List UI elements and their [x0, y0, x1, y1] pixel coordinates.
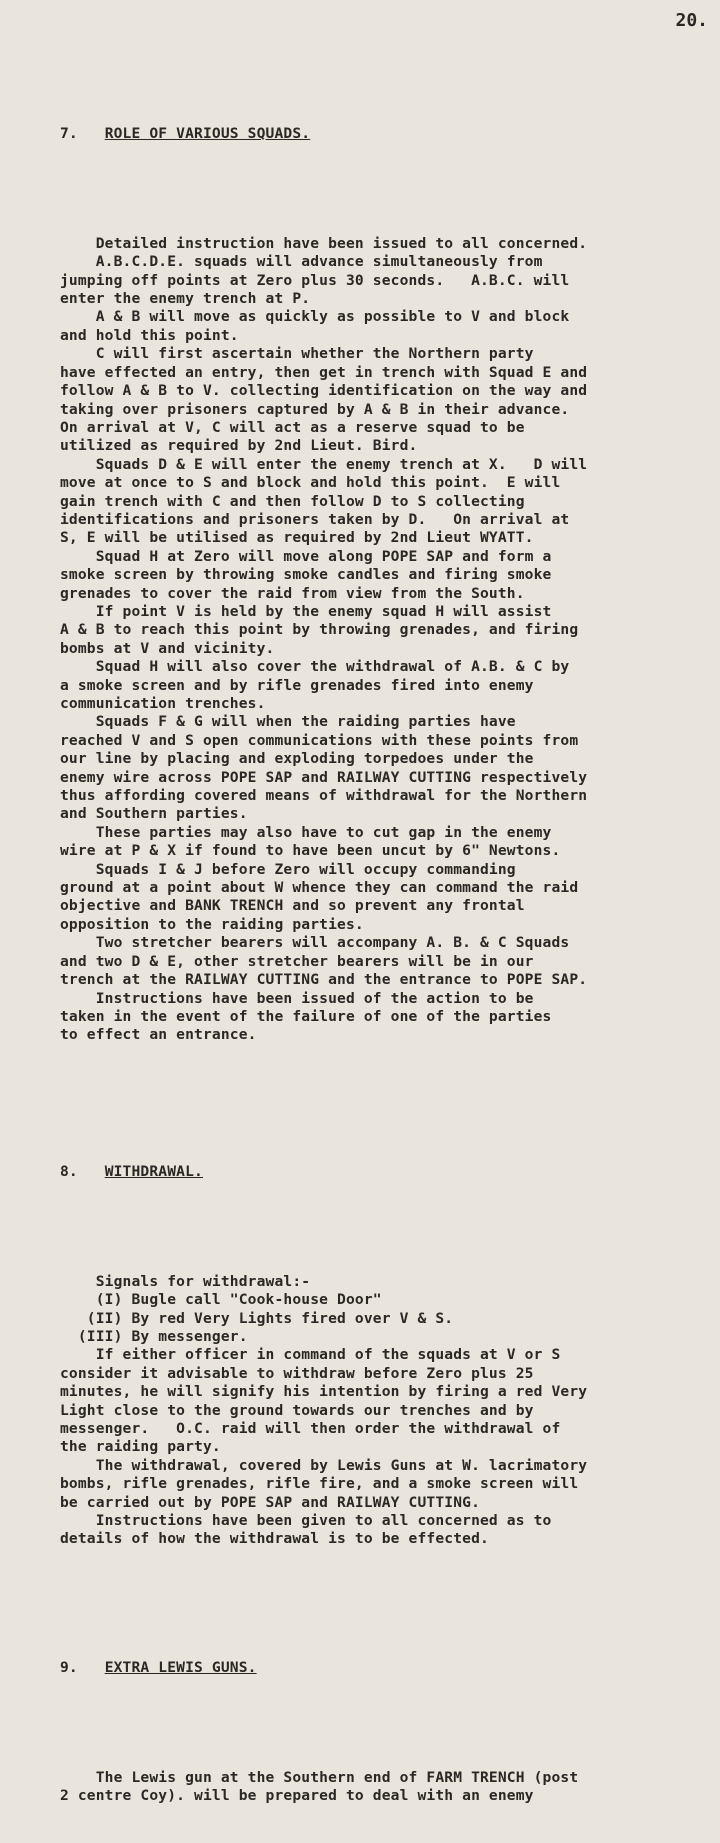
text-line: Instructions have been given to all concerned as to	[60, 1512, 552, 1530]
text-line: messenger. O.C. raid will then order the withdrawal of	[60, 1420, 561, 1438]
text-line: C will first ascertain whether the Northern party	[60, 345, 534, 363]
section-7-body	[60, 235, 715, 1045]
text-line: opposition to the raiding parties.	[60, 915, 364, 933]
text-line: (I) Bugle call "Cook-house Door"	[60, 1291, 382, 1309]
text-line: and Southern parties.	[60, 805, 248, 823]
text-line: jumping off points at Zero plus 30 seconds. A.B.C. will	[60, 271, 570, 289]
text-line: move at once to S and block and hold this point. E will	[60, 474, 561, 492]
section-9-heading	[60, 1659, 715, 1677]
text-line: follow A & B to V. collecting identification on the way and	[60, 382, 588, 400]
text-line: Detailed instruction have been issued to all concerned.	[60, 234, 588, 252]
text-line: enemy wire across POPE SAP and RAILWAY CUTTING respectively	[60, 768, 588, 786]
text-line: 2 centre Coy). will be prepared to deal with an enemy	[60, 1787, 534, 1805]
text-line: wire at P & X if found to have been uncut by 6" Newtons.	[60, 842, 561, 860]
text-line: A & B to reach this point by throwing grenades, and firing	[60, 621, 579, 639]
text-line: Light close to the ground towards our trenches and by	[60, 1401, 534, 1419]
text-line: utilized as required by 2nd Lieut. Bird.	[60, 437, 418, 455]
section-9-body	[60, 1769, 715, 1806]
section-7-heading	[60, 125, 715, 143]
text-line: identifications and prisoners taken by D. On arrival at	[60, 510, 570, 528]
text-line: A.B.C.D.E. squads will advance simultaneously from	[60, 253, 543, 271]
text-line: Instructions have been issued of the action to be	[60, 989, 534, 1007]
text-line: These parties may also have to cut gap in the enemy	[60, 823, 552, 841]
text-line: and hold this point.	[60, 326, 239, 344]
text-line: communication trenches.	[60, 695, 266, 712]
text-line: minutes, he will signify his intention by firing a red Very	[60, 1383, 588, 1401]
text-line: enter the enemy trench at P.	[60, 290, 311, 308]
text-line: taking over prisoners captured by A & B in their advance.	[60, 400, 570, 418]
text-line: If either officer in command of the squads at V or S	[60, 1346, 561, 1364]
text-line: a smoke screen and by rifle grenades fired into enemy	[60, 676, 534, 694]
text-line: The Lewis gun at the Southern end of FARM TRENCH (post	[60, 1768, 579, 1786]
text-line: Two stretcher bearers will accompany A. B. & C Squads	[60, 934, 570, 952]
text-line: The withdrawal, covered by Lewis Guns at W. lacrimatory	[60, 1456, 588, 1474]
text-line: bombs at V and vicinity.	[60, 639, 275, 657]
text-line: If point V is held by the enemy squad H will assist	[60, 602, 552, 620]
text-line: ground at a point about W whence they can command the raid	[60, 879, 579, 897]
text-line: consider it advisable to withdraw before Zero plus 25	[60, 1364, 534, 1382]
text-line: taken in the event of the failure of one of the parties	[60, 1007, 552, 1025]
text-line: gain trench with C and then follow D to S collecting	[60, 492, 525, 510]
section-9-number: 9.	[60, 1658, 78, 1676]
section-7-title: ROLE OF VARIOUS SQUADS.	[104, 124, 311, 142]
text-line: bombs, rifle grenades, rifle fire, and a smoke screen will	[60, 1475, 579, 1493]
text-line: smoke screen by throwing smoke candles and firing smoke	[60, 566, 552, 584]
text-line: be carried out by POPE SAP and RAILWAY CUTTING.	[60, 1493, 481, 1511]
section-9-title: EXTRA LEWIS GUNS.	[104, 1658, 257, 1676]
section-8-title: WITHDRAWAL.	[104, 1162, 203, 1180]
text-line: On arrival at V, C will act as a reserve squad to be	[60, 418, 525, 436]
text-line: grenades to cover the raid from view from the South.	[60, 584, 525, 602]
section-8-heading	[60, 1163, 715, 1181]
text-line: and two D & E, other stretcher bearers will be in our	[60, 952, 534, 970]
text-line: the raiding party.	[60, 1438, 221, 1456]
text-line: our line by placing and exploding torpedoes under the	[60, 750, 534, 768]
text-line: objective and BANK TRENCH and so prevent any frontal	[60, 897, 525, 915]
text-line: thus affording covered means of withdrawal for the Northern	[60, 787, 588, 805]
text-line: trench at the RAILWAY CUTTING and the entrance to POPE SAP.	[60, 971, 588, 989]
document-body	[60, 88, 715, 1843]
text-line: S, E will be utilised as required by 2nd Lieut WYATT.	[60, 529, 534, 547]
text-line: Squad H will also cover the withdrawal of A.B. & C by	[60, 658, 570, 676]
text-line: details of how the withdrawal is to be effected.	[60, 1530, 489, 1548]
text-line: to effect an entrance.	[60, 1026, 257, 1044]
text-line: Squads D & E will enter the enemy trench at X. D will	[60, 455, 588, 473]
section-8-number: 8.	[60, 1162, 78, 1180]
text-line: Squads I & J before Zero will occupy commanding	[60, 860, 516, 878]
text-line: (II) By red Very Lights fired over V & S.	[60, 1309, 454, 1327]
page-number: 20.	[675, 10, 708, 31]
text-line: have effected an entry, then get in trench with Squad E and	[60, 363, 588, 381]
text-line: Squad H at Zero will move along POPE SAP and form a	[60, 547, 552, 565]
text-line: A & B will move as quickly as possible to V and block	[60, 308, 570, 326]
text-line: Squads F & G will when the raiding parties have	[60, 713, 516, 731]
text-line: Signals for withdrawal:-	[60, 1272, 311, 1290]
text-line: (III) By messenger.	[60, 1328, 248, 1345]
text-line: reached V and S open communications with these points from	[60, 731, 579, 749]
section-7-number: 7.	[60, 124, 78, 142]
section-8-body	[60, 1273, 715, 1549]
